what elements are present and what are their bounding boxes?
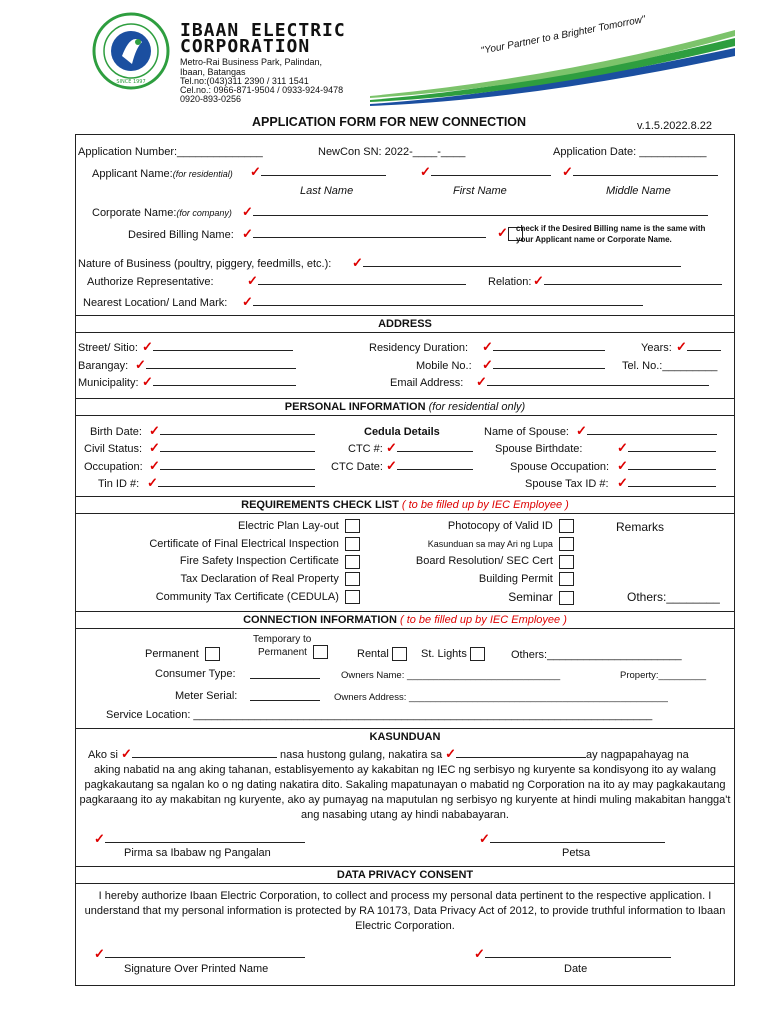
- kasunduan-date-label: Petsa: [562, 847, 591, 859]
- spouse-birth-line: [628, 441, 716, 452]
- check-icon: ✓: [445, 746, 457, 761]
- connection-heading: [75, 611, 735, 629]
- check-icon: ✓: [576, 423, 587, 438]
- ctc-no-line: [397, 441, 473, 452]
- mobile-field[interactable]: [482, 358, 605, 372]
- check-icon: ✓: [533, 273, 544, 288]
- email-line: [487, 375, 709, 386]
- company-name-line1: IBAAN ELECTRIC: [180, 20, 346, 41]
- kasunduan-signature-field[interactable]: [94, 832, 305, 846]
- personal-heading-text: PERSONAL INFORMATION: [284, 401, 426, 413]
- desired-billing-field[interactable]: [242, 227, 486, 241]
- st-lights-checkbox[interactable]: [470, 647, 485, 661]
- years-line: [687, 340, 721, 351]
- check-icon: ✓: [250, 164, 261, 179]
- requirement-label: Certificate of Final Electrical Inspection: [149, 537, 339, 550]
- privacy-date-label: Date: [564, 963, 588, 975]
- check-icon: ✓: [386, 440, 397, 455]
- requirement-item[interactable]: [110, 518, 360, 536]
- company-name-line2: CORPORATION: [180, 36, 311, 57]
- kasunduan-signature-label: Pirma sa Ibabaw ng Pangalan: [124, 847, 271, 859]
- billing-note-2: your Applicant name or Corporate Name.: [516, 235, 672, 244]
- residency-line: [493, 340, 605, 351]
- check-icon: ✓: [242, 294, 253, 309]
- check-icon: ✓: [149, 458, 160, 473]
- requirement-checkbox[interactable]: [559, 572, 574, 586]
- requirement-item[interactable]: [110, 553, 360, 571]
- spouse-name-label: Name of Spouse:: [484, 426, 569, 438]
- mobile-label: Mobile No.:: [416, 360, 472, 372]
- requirement-checkbox[interactable]: [345, 519, 360, 533]
- rental-label: Rental: [357, 647, 389, 660]
- spouse-tax-line: [628, 476, 716, 487]
- relation-field[interactable]: [533, 274, 722, 288]
- check-icon: ✓: [142, 339, 153, 354]
- check-icon: ✓: [479, 831, 490, 846]
- meter-serial-field[interactable]: [250, 690, 320, 704]
- remarks-label: Remarks: [616, 520, 665, 534]
- birth-date-label: Birth Date:: [90, 426, 142, 438]
- consumer-type-field[interactable]: [250, 668, 320, 682]
- check-icon: ✓: [121, 746, 132, 761]
- kasunduan-address-field[interactable]: [445, 746, 586, 761]
- civil-status-label: Civil Status:: [84, 443, 143, 455]
- corporate-name-field[interactable]: [242, 205, 708, 219]
- billing-note-1: check if the Desired Billing name is the same with: [516, 224, 706, 233]
- privacy-signature-line: [105, 947, 305, 958]
- first-name-label: First Name: [453, 185, 507, 197]
- check-icon: ✓: [94, 946, 105, 961]
- meter-serial-line: [250, 690, 320, 701]
- nature-business-label: Nature of Business (poultry, piggery, feedmills, etc.):: [78, 258, 332, 270]
- temporary-option[interactable]: [258, 645, 328, 659]
- check-icon: ✓: [242, 226, 253, 241]
- check-icon: ✓: [420, 164, 431, 179]
- corporate-name-line: [253, 205, 708, 216]
- years-label: Years:: [641, 342, 672, 354]
- company-tagline: "Your Partner to a Brighter Tomorrow": [480, 14, 647, 57]
- tin-label: Tin ID #:: [98, 478, 140, 490]
- municipality-label: Municipality:: [78, 377, 139, 389]
- requirement-item[interactable]: [110, 536, 360, 554]
- check-icon: ✓: [386, 458, 397, 473]
- requirement-checkbox[interactable]: [559, 519, 574, 533]
- requirement-checkbox[interactable]: [559, 537, 574, 551]
- birth-date-field[interactable]: [149, 424, 315, 438]
- check-icon: ✓: [476, 374, 487, 389]
- for-residential-note: (for residential): [172, 169, 233, 179]
- form-title: APPLICATION FORM FOR NEW CONNECTION: [252, 115, 527, 129]
- ako-si-label: Ako si: [88, 749, 118, 761]
- residency-field[interactable]: [482, 340, 605, 354]
- tel-field[interactable]: Tel. No.:_________: [622, 360, 718, 372]
- kasunduan-mid-text: nasa hustong gulang, nakatira sa: [280, 749, 443, 761]
- applicant-name-label: [92, 168, 233, 180]
- consumer-type-line: [250, 668, 320, 679]
- company-address-2: Ibaan, Batangas: [180, 67, 246, 77]
- check-icon: ✓: [142, 374, 153, 389]
- cedula-details-label: Cedula Details: [364, 426, 440, 438]
- requirement-item[interactable]: [110, 571, 360, 589]
- corporate-name-text: Corporate Name:: [92, 207, 177, 219]
- check-icon: ✓: [135, 357, 146, 372]
- requirement-checkbox[interactable]: [345, 537, 360, 551]
- municipality-line: [153, 375, 296, 386]
- kasunduan-signature-line: [105, 832, 305, 843]
- desired-billing-line: [253, 227, 486, 238]
- requirements-right-list: [370, 518, 574, 608]
- privacy-heading-text: DATA PRIVACY CONSENT: [336, 869, 474, 881]
- requirement-item[interactable]: [370, 518, 574, 536]
- personal-heading: [75, 398, 735, 416]
- spouse-tax-field[interactable]: [617, 476, 716, 490]
- svg-text:SINCE 1997: SINCE 1997: [116, 79, 146, 85]
- check-icon: ✓: [482, 339, 493, 354]
- check-icon: ✓: [149, 423, 160, 438]
- check-icon: ✓: [482, 357, 493, 372]
- company-logo: [92, 12, 170, 90]
- property-field[interactable]: Property:_________: [620, 670, 707, 681]
- applicant-name-text: Applicant Name:: [92, 168, 173, 180]
- occupation-label: Occupation:: [84, 461, 143, 473]
- spouse-occ-line: [628, 459, 716, 470]
- tin-field[interactable]: [147, 476, 315, 490]
- last-name-field[interactable]: [250, 165, 386, 179]
- meter-serial-label: Meter Serial:: [175, 690, 238, 702]
- company-address-1: Metro-Rai Business Park, Palindan,: [180, 57, 323, 67]
- consumer-type-label: Consumer Type:: [155, 668, 236, 680]
- requirement-label: Community Tax Certificate (CEDULA): [155, 590, 339, 603]
- for-company-note: (for company): [176, 208, 232, 218]
- requirement-label: Board Resolution/ SEC Cert: [415, 555, 553, 568]
- company-tel: Tel.no:(043)311 2390 / 311 1541: [180, 76, 309, 86]
- personal-heading-note: (for residential only): [428, 401, 526, 413]
- kasunduan-paragraph: aking nabatid na ang aking tahanan, establisyemento ay kakabitan ng IEC ng serbisyo ng kuryente sa kondisyong ito ay walang pagkakautang sa ngalan ko o ng dating nakatira dito. Sakaling mapatunayan o mabatid ng Corporation na ito ay may pagkakautang pagkaraang ito ay makabitan ng kuryente, ako ay pumayag na maputulan ng serbisyo ng kuryente at hindi muling makabitan hangga't ang nasabing utang ay hindi nababayaran.: [79, 764, 731, 821]
- corporate-name-label: [92, 207, 232, 219]
- authorize-rep-line: [258, 274, 466, 285]
- ctc-no-label: CTC #:: [348, 443, 383, 455]
- application-date[interactable]: Application Date: ___________: [553, 146, 707, 158]
- kasunduan-name-line: [132, 747, 277, 758]
- permanent-label: Permanent: [145, 647, 199, 660]
- spouse-occ-label: Spouse Occupation:: [510, 461, 610, 473]
- address-heading-text: ADDRESS: [378, 318, 432, 330]
- kasunduan-heading-text: KASUNDUAN: [369, 731, 441, 743]
- barangay-label: Barangay:: [78, 360, 129, 372]
- rental-option[interactable]: [357, 647, 407, 661]
- requirement-label: Fire Safety Inspection Certificate: [179, 555, 339, 568]
- requirements-heading-text: REQUIREMENTS CHECK LIST: [241, 499, 399, 511]
- middle-name-line: [573, 165, 718, 176]
- barangay-line: [146, 358, 296, 369]
- nearest-location-field[interactable]: [242, 295, 643, 309]
- rental-checkbox[interactable]: [392, 647, 407, 661]
- privacy-paragraph: I hereby authorize Ibaan Electric Corporation, to collect and process my personal data pertinent to the respective application. I understand that my personal information is protected by RA 10173, Data Privacy Act of 2012, to provide truthful information to Ibaan Electric Corporation.: [84, 890, 726, 932]
- years-field[interactable]: [676, 340, 721, 354]
- requirement-label: Building Permit: [478, 573, 553, 586]
- check-icon: ✓: [617, 458, 628, 473]
- temporary-checkbox[interactable]: [313, 645, 328, 659]
- check-icon: ✓: [147, 475, 158, 490]
- form-version: v.1.5.2022.8.22: [637, 120, 713, 132]
- privacy-date-line: [485, 947, 671, 958]
- check-icon: ✓: [617, 475, 628, 490]
- middle-name-field[interactable]: [562, 165, 718, 179]
- street-line: [153, 340, 293, 351]
- requirements-heading: [75, 496, 735, 514]
- requirement-label: Photocopy of Valid ID: [447, 520, 553, 532]
- kasunduan-address-line: [456, 747, 586, 758]
- street-field[interactable]: [142, 340, 293, 354]
- civil-status-line: [160, 441, 315, 452]
- requirement-checkbox[interactable]: [345, 590, 360, 604]
- street-label: Street/ Sitio:: [78, 342, 138, 354]
- barangay-field[interactable]: [135, 358, 296, 372]
- permanent-checkbox[interactable]: [205, 647, 220, 661]
- address-heading: [75, 315, 735, 333]
- tin-line: [158, 476, 315, 487]
- kasunduan-first-line: [88, 747, 689, 761]
- nearest-location-line: [253, 295, 643, 306]
- relation-label: Relation:: [488, 276, 532, 288]
- check-icon: ✓: [617, 440, 628, 455]
- check-icon: ✓: [562, 164, 573, 179]
- kasunduan-date-line: [490, 832, 665, 843]
- relation-line: [544, 274, 722, 285]
- requirement-checkbox[interactable]: [345, 572, 360, 586]
- requirements-left-list: [110, 518, 360, 607]
- civil-status-field[interactable]: [149, 441, 315, 455]
- kasunduan-heading: [75, 728, 735, 746]
- spouse-name-line: [587, 424, 717, 435]
- kasunduan-name-field[interactable]: [121, 746, 277, 761]
- privacy-signature-field[interactable]: [94, 947, 305, 961]
- spouse-name-field[interactable]: [576, 424, 717, 438]
- first-name-line: [431, 165, 551, 176]
- email-field[interactable]: [476, 375, 709, 389]
- requirement-item[interactable]: [110, 589, 360, 607]
- municipality-field[interactable]: [142, 375, 296, 389]
- middle-name-label: Middle Name: [606, 185, 671, 197]
- nature-business-field[interactable]: [352, 256, 681, 270]
- occupation-line: [160, 459, 315, 470]
- requirement-label: Electric Plan Lay-out: [237, 520, 339, 532]
- requirement-checkbox[interactable]: [559, 555, 574, 569]
- requirement-checkbox[interactable]: [559, 591, 574, 605]
- kasunduan-date-field[interactable]: [479, 832, 665, 846]
- connection-heading-text: CONNECTION INFORMATION: [243, 614, 397, 626]
- check-icon: ✓: [247, 273, 258, 288]
- check-icon: ✓: [497, 225, 508, 240]
- ctc-date-line: [397, 459, 473, 470]
- owners-name-field[interactable]: Owners Name: _____________________________: [341, 670, 561, 681]
- authorize-rep-field[interactable]: [247, 274, 466, 288]
- connection-others-field[interactable]: Others:______________________: [511, 649, 682, 661]
- privacy-signature-label: Signature Over Printed Name: [124, 963, 269, 975]
- privacy-date-field[interactable]: [474, 947, 671, 961]
- requirement-label: Tax Declaration of Real Property: [180, 573, 339, 586]
- privacy-heading: [75, 866, 735, 884]
- application-number[interactable]: Application Number:______________: [78, 146, 263, 158]
- requirement-item[interactable]: [370, 536, 574, 554]
- ctc-no-field[interactable]: [386, 441, 473, 455]
- requirement-item[interactable]: [370, 589, 574, 608]
- desired-billing-label: Desired Billing Name:: [128, 229, 234, 241]
- birth-date-line: [160, 424, 315, 435]
- check-icon: ✓: [352, 255, 363, 270]
- nearest-location-label: Nearest Location/ Land Mark:: [83, 297, 228, 309]
- company-cel2: 0920-893-0256: [180, 94, 242, 104]
- others-field[interactable]: Others:________: [627, 590, 720, 604]
- requirement-label: Seminar: [508, 589, 553, 604]
- service-location-field[interactable]: Service Location: ___________________________________________________________________________: [106, 709, 653, 721]
- check-icon: ✓: [149, 440, 160, 455]
- requirement-item[interactable]: [370, 571, 574, 589]
- ctc-date-field[interactable]: [386, 459, 473, 473]
- temporary-label-2: Permanent: [258, 646, 307, 658]
- kasunduan-end-text: ay nagpapahayag na: [586, 749, 689, 761]
- check-icon: ✓: [474, 946, 485, 961]
- last-name-label: Last Name: [300, 185, 354, 197]
- check-icon: ✓: [94, 831, 105, 846]
- requirement-checkbox[interactable]: [345, 555, 360, 569]
- ctc-date-label: CTC Date:: [331, 461, 383, 473]
- spouse-tax-label: Spouse Tax ID #:: [525, 478, 609, 490]
- authorize-rep-label: Authorize Representative:: [87, 276, 214, 288]
- residency-label: Residency Duration:: [369, 342, 469, 354]
- check-icon: ✓: [242, 204, 253, 219]
- connection-heading-note: ( to be filled up by IEC Employee ): [399, 614, 567, 626]
- last-name-line: [261, 165, 386, 176]
- spouse-birth-field[interactable]: [617, 441, 716, 455]
- nature-business-line: [363, 256, 681, 267]
- requirements-heading-note: ( to be filled up by IEC Employee ): [401, 499, 569, 511]
- company-cel: Cel.no.: 0966-871-9504 / 0933-924-9478: [180, 85, 344, 95]
- temporary-label-1: Temporary to: [253, 634, 312, 645]
- permanent-option[interactable]: [145, 647, 220, 661]
- occupation-field[interactable]: [149, 459, 315, 473]
- check-icon: ✓: [676, 339, 687, 354]
- spouse-occ-field[interactable]: [617, 459, 716, 473]
- newcon-sn[interactable]: NewCon SN: 2022-____-____: [318, 146, 466, 158]
- st-lights-option[interactable]: [421, 647, 485, 661]
- st-lights-label: St. Lights: [421, 647, 467, 660]
- mobile-line: [493, 358, 605, 369]
- owners-address-field[interactable]: Owners Address: _________________________________________________: [334, 692, 668, 703]
- first-name-field[interactable]: [420, 165, 551, 179]
- requirement-label: Kasunduan sa may Ari ng Lupa: [427, 538, 553, 549]
- email-label: Email Address:: [390, 377, 464, 389]
- spouse-birth-label: Spouse Birthdate:: [495, 443, 583, 455]
- requirement-item[interactable]: [370, 553, 574, 571]
